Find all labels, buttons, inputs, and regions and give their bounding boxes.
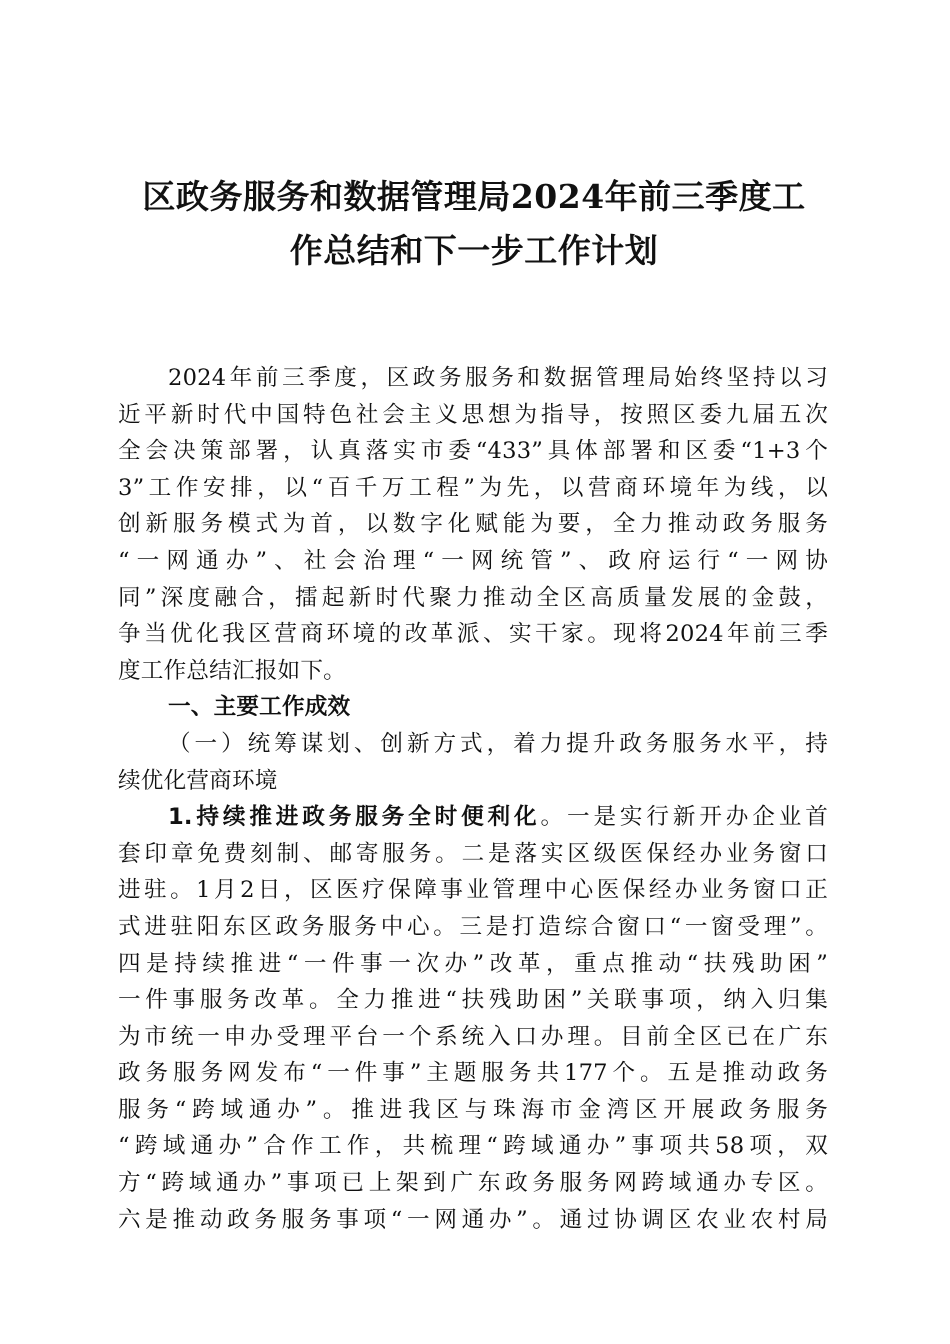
paragraph-line: 一件事服务改革。全力推进“扶残助困”关联事项，纳入归集 bbox=[118, 987, 828, 1014]
item-title: 1.持续推进政务服务全时便利化 bbox=[168, 804, 541, 831]
section-heading: 一、主要工作成效 bbox=[168, 694, 351, 721]
item-text: 。一是实行新开办企业首 bbox=[540, 804, 828, 831]
paragraph-line: 方“跨域通办”事项已上架到广东政务服务网跨域通办专区。 bbox=[118, 1170, 828, 1197]
subheading-line: （一）统筹谋划、创新方式，着力提升政务服务水平，持 bbox=[168, 730, 828, 757]
subsection-heading bbox=[118, 726, 828, 799]
paragraph-line: 争当优化我区营商环境的改革派、实干家。现将2024年前三季 bbox=[118, 621, 828, 648]
paragraph-line: 全会决策部署，认真落实市委“433”具体部署和区委“1+3个 bbox=[118, 438, 828, 465]
intro-paragraph bbox=[118, 360, 828, 689]
paragraph-line: 度工作总结汇报如下。 bbox=[118, 657, 346, 684]
paragraph-line: 六是推动政务服务事项“一网通办”。通过协调区农业农村局 bbox=[118, 1206, 828, 1233]
paragraph-line: 四是持续推进“一件事一次办”改革，重点推动“扶残助困” bbox=[118, 950, 828, 977]
paragraph-line: 政务服务网发布“一件事”主题服务共177个。五是推动政务 bbox=[118, 1060, 828, 1087]
paragraph-line: 为市统一申办受理平台一个系统入口办理。目前全区已在广东 bbox=[118, 1023, 828, 1050]
paragraph-line: 2024年前三季度，区政务服务和数据管理局始终坚持以习 bbox=[168, 365, 828, 391]
paragraph-line: 进驻。1月2日，区医疗保障事业管理中心医保经办业务窗口正 bbox=[118, 877, 828, 904]
document-body bbox=[118, 360, 828, 1238]
paragraph-line: 式进驻阳东区政务服务中心。三是打造综合窗口“一窗受理”。 bbox=[118, 913, 828, 940]
title-line-2: 作总结和下一步工作计划 bbox=[289, 231, 659, 270]
paragraph-line: 近平新时代中国特色社会主义思想为指导，按照区委九届五次 bbox=[118, 401, 828, 428]
paragraph-line: 创新服务模式为首，以数字化赋能为要，全力推动政务服务 bbox=[118, 511, 828, 538]
document-title bbox=[118, 170, 830, 278]
paragraph-line: 3”工作安排，以“百千万工程”为先，以营商环境年为线，以 bbox=[118, 474, 828, 501]
paragraph-line: 套印章免费刻制、邮寄服务。二是落实区级医保经办业务窗口 bbox=[118, 840, 828, 867]
item-first-line bbox=[118, 799, 828, 836]
subheading-line: 续优化营商环境 bbox=[118, 767, 278, 794]
paragraph-line: 服务“跨域通办”。推进我区与珠海市金湾区开展政务服务 bbox=[118, 1096, 828, 1123]
paragraph-line: “一网通办”、社会治理“一网统管”、政府运行“一网协 bbox=[118, 547, 828, 574]
item-paragraph bbox=[118, 799, 828, 1238]
title-line-1: 区政务服务和数据管理局2024年前三季度工 bbox=[142, 177, 806, 216]
paragraph-line: “跨域通办”合作工作，共梳理“跨域通办”事项共58项，双 bbox=[118, 1133, 828, 1160]
paragraph-line: 同”深度融合，擂起新时代聚力推动全区高质量发展的金鼓， bbox=[118, 584, 828, 611]
